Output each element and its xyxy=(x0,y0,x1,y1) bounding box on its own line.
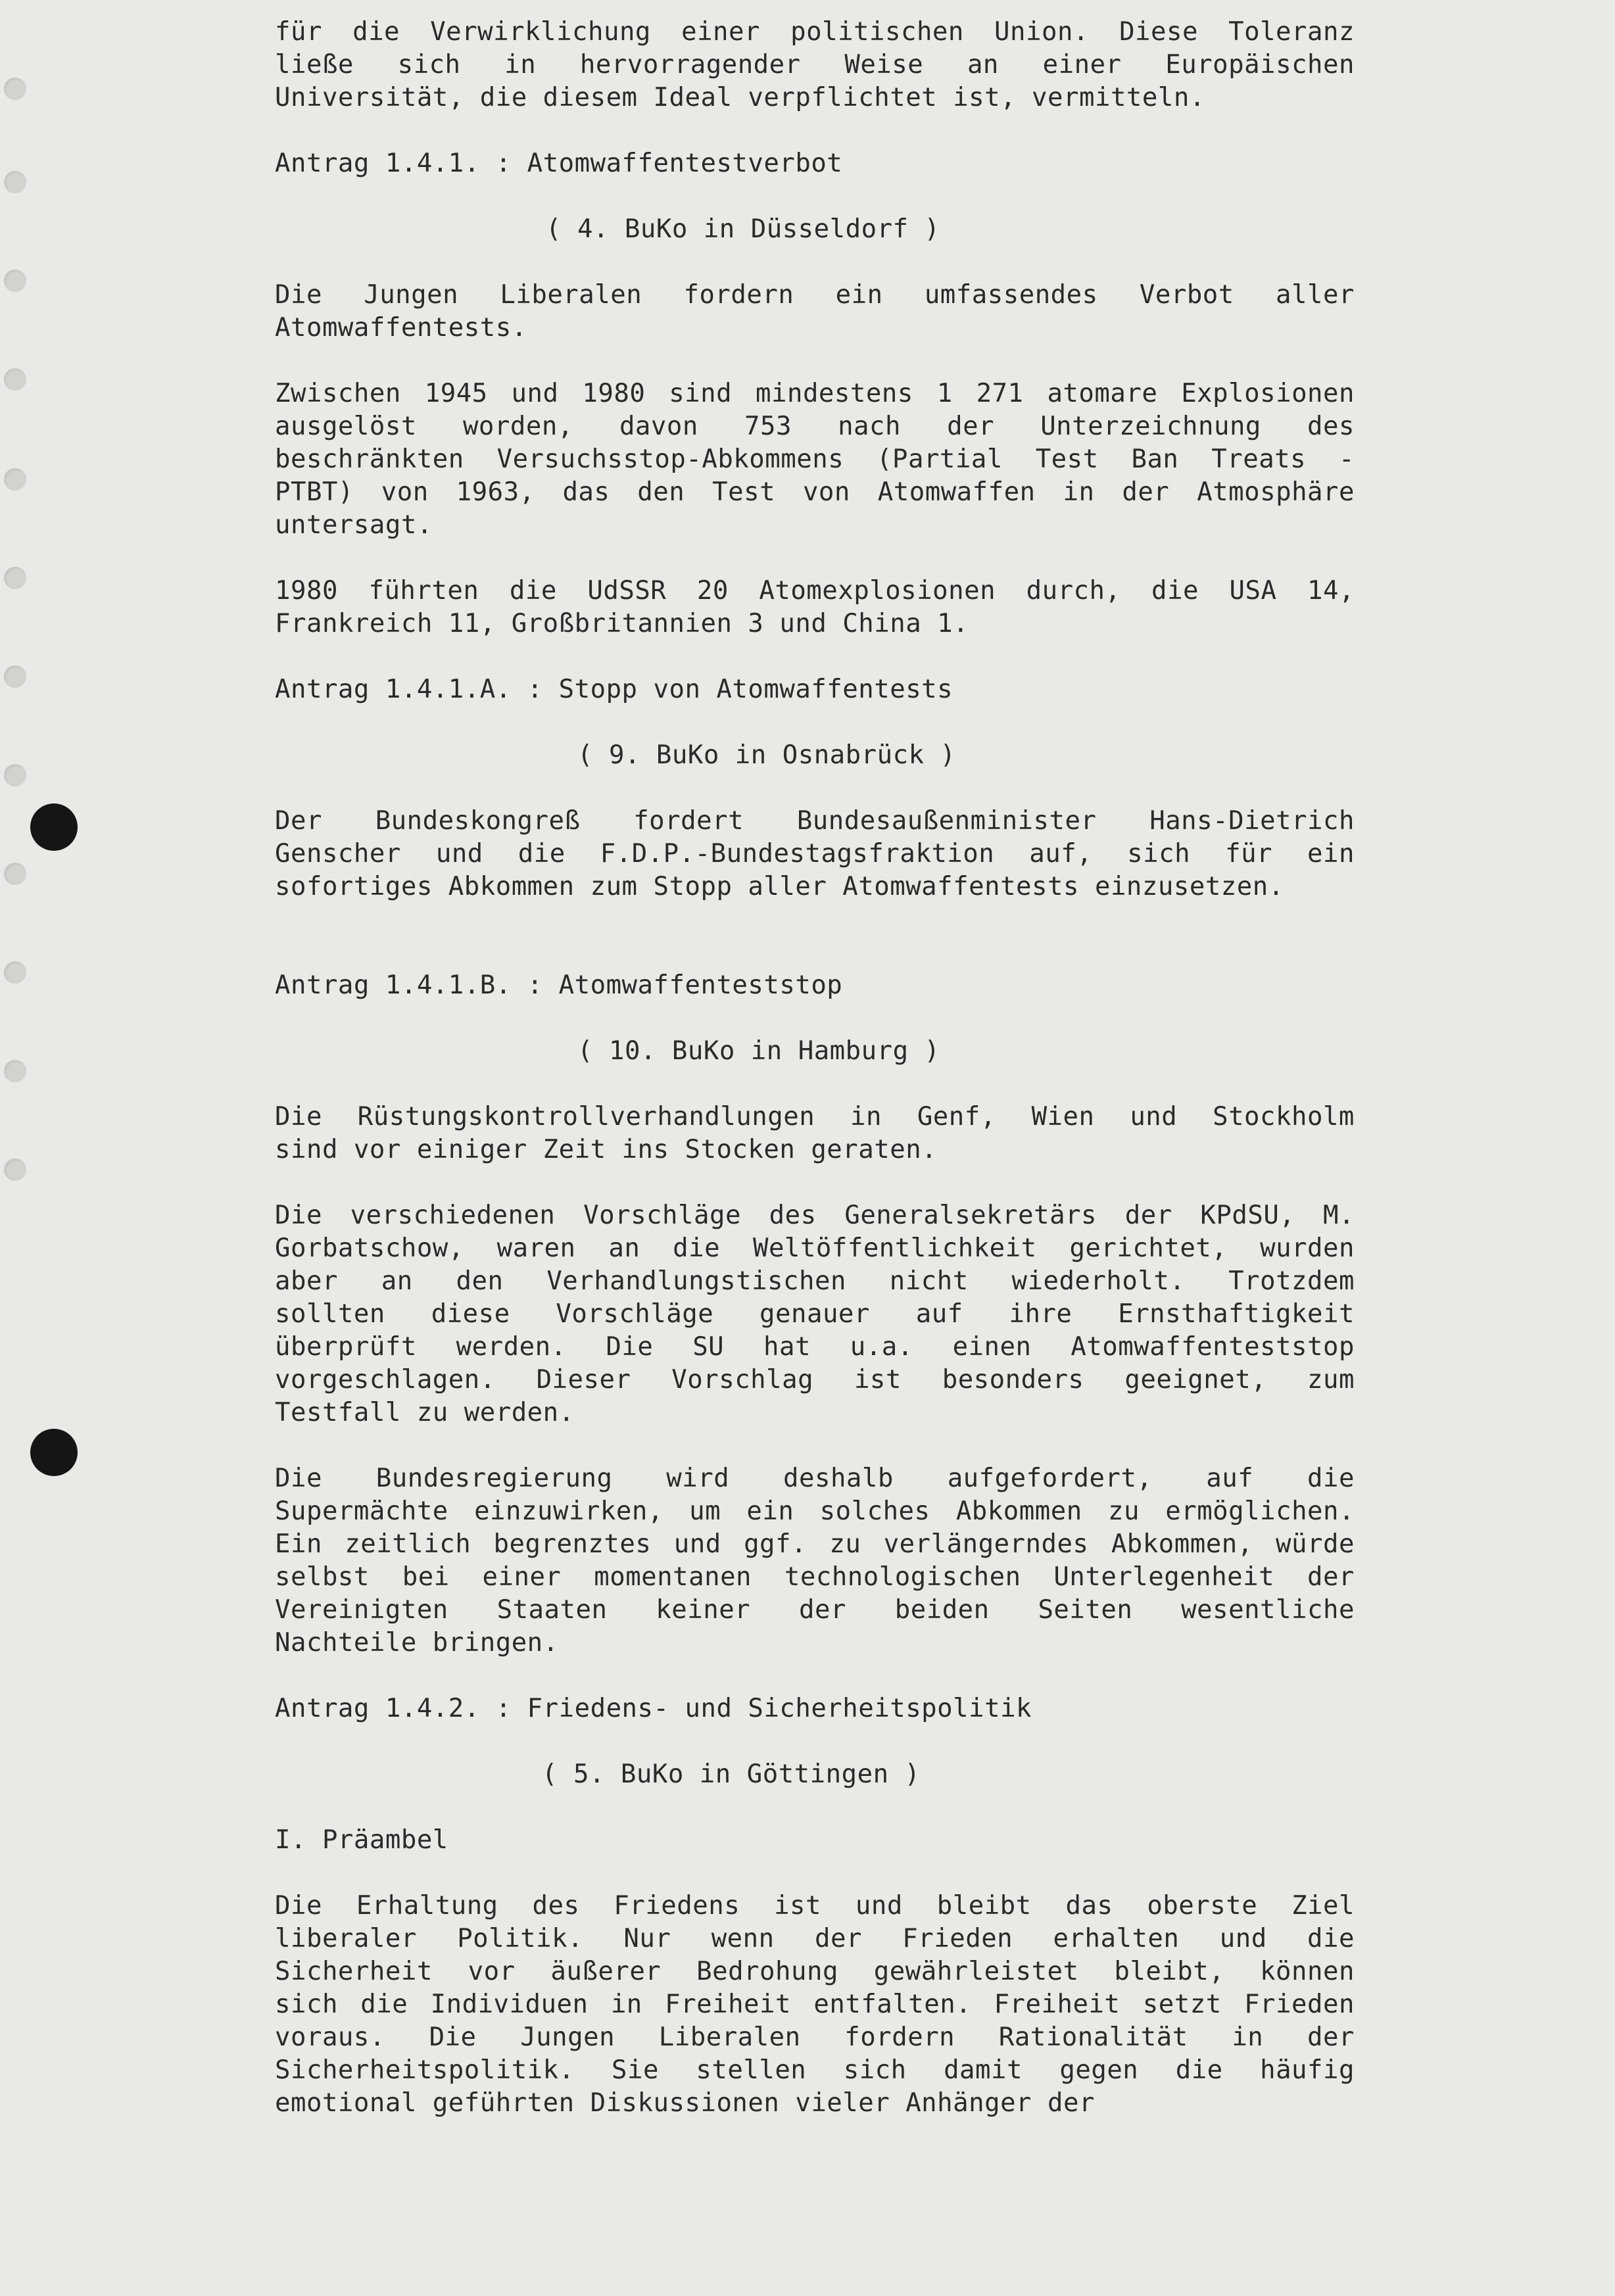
paragraph-line: Vereinigten Staaten keiner der beiden Seiten wesentliche xyxy=(275,1595,1355,1625)
binding-hole xyxy=(4,764,26,786)
paragraph-line: Gorbatschow, waren an die Weltöffentlichkeit gerichtet, wurden xyxy=(275,1233,1355,1263)
motion-heading-1-4-1: Antrag 1.4.1. : Atomwaffentestverbot xyxy=(275,149,843,178)
paragraph-line: Die Rüstungskontrollverhandlungen in Genf, Wien und Stockholm xyxy=(275,1102,1355,1132)
binding-hole xyxy=(4,171,26,193)
intro-paragraph-line: Universität, die diesem Ideal verpflichtet ist, vermitteln. xyxy=(275,83,1205,112)
paragraph-line: aber an den Verhandlungstischen nicht wiederholt. Trotzdem xyxy=(275,1266,1355,1296)
paragraph-line: Die verschiedenen Vorschläge des Generalsekretärs der KPdSU, M. xyxy=(275,1201,1355,1230)
session-note-1-4-2: ( 5. BuKo in Göttingen ) xyxy=(542,1759,921,1789)
paragraph-line: voraus. Die Jungen Liberalen fordern Rationalität in der xyxy=(275,2022,1355,2052)
paragraph-line: Sicherheit vor äußerer Bedrohung gewährleistet bleibt, können xyxy=(275,1957,1355,1986)
section-heading-preamble: I. Präambel xyxy=(275,1825,448,1855)
motion-heading-1-4-2: Antrag 1.4.2. : Friedens- und Sicherheitspolitik xyxy=(275,1694,1032,1723)
paragraph-line: ausgelöst worden, davon 753 nach der Unterzeichnung des xyxy=(275,412,1355,441)
paragraph-line: Supermächte einzuwirken, um ein solches Abkommen zu ermöglichen. xyxy=(275,1496,1355,1526)
paragraph-line: untersagt. xyxy=(275,510,433,540)
session-note-1-4-1-a: ( 9. BuKo in Osnabrück ) xyxy=(577,740,956,770)
paragraph-line: sofortiges Abkommen zum Stopp aller Atomwaffentests einzusetzen. xyxy=(275,872,1284,901)
punch-hole-upper xyxy=(30,803,78,851)
paragraph-line: PTBT) von 1963, das den Test von Atomwaffen in der Atmosphäre xyxy=(275,477,1355,507)
paragraph-line: Zwischen 1945 und 1980 sind mindestens 1 271 atomare Explosionen xyxy=(275,379,1355,408)
paragraph-line: Nachteile bringen. xyxy=(275,1628,559,1658)
paragraph-line: Die Jungen Liberalen fordern ein umfassendes Verbot aller xyxy=(275,280,1355,310)
motion-heading-1-4-1-a: Antrag 1.4.1.A. : Stopp von Atomwaffentests xyxy=(275,675,953,704)
binding-hole xyxy=(4,961,26,984)
paragraph-line: überprüft werden. Die SU hat u.a. einen Atomwaffenteststop xyxy=(275,1332,1355,1362)
paragraph-line: Der Bundeskongreß fordert Bundesaußenminister Hans-Dietrich xyxy=(275,806,1355,836)
binding-hole xyxy=(4,270,26,292)
paragraph-line: liberaler Politik. Nur wenn der Frieden erhalten und die xyxy=(275,1924,1355,1953)
paragraph-line: Die Bundesregierung wird deshalb aufgefordert, auf die xyxy=(275,1464,1355,1493)
binding-hole xyxy=(4,1060,26,1082)
paragraph-line: Atomwaffentests. xyxy=(275,313,527,343)
paragraph-line: vorgeschlagen. Dieser Vorschlag ist besonders geeignet, zum xyxy=(275,1365,1355,1395)
session-note-1-4-1: ( 4. BuKo in Düsseldorf ) xyxy=(546,214,940,244)
binding-hole xyxy=(4,1159,26,1181)
binding-hole xyxy=(4,368,26,391)
paragraph-line: 1980 führten die UdSSR 20 Atomexplosionen durch, die USA 14, xyxy=(275,576,1355,606)
paragraph-line: Testfall zu werden. xyxy=(275,1398,575,1427)
intro-paragraph-line: für die Verwirklichung einer politischen Union. Diese Toleranz xyxy=(275,17,1355,47)
paragraph-line: selbst bei einer momentanen technologischen Unterlegenheit der xyxy=(275,1562,1355,1592)
paragraph-line: Frankreich 11, Großbritannien 3 und China 1. xyxy=(275,609,969,638)
paragraph-line: Ein zeitlich begrenztes und ggf. zu verlängerndes Abkommen, würde xyxy=(275,1529,1355,1559)
paragraph-line: emotional geführten Diskussionen vieler Anhänger der xyxy=(275,2088,1095,2118)
motion-heading-1-4-1-b: Antrag 1.4.1.B. : Atomwaffenteststop xyxy=(275,970,843,1000)
paragraph-line: Die Erhaltung des Friedens ist und bleibt das oberste Ziel xyxy=(275,1891,1355,1921)
punch-hole-lower xyxy=(30,1429,78,1476)
binding-hole xyxy=(4,665,26,688)
intro-paragraph-line: ließe sich in hervorragender Weise an einer Europäischen xyxy=(275,50,1355,80)
binding-hole xyxy=(4,78,26,100)
session-note-1-4-1-b: ( 10. BuKo in Hamburg ) xyxy=(577,1036,940,1066)
binding-hole xyxy=(4,567,26,589)
binding-hole xyxy=(4,468,26,490)
document-text xyxy=(275,16,1355,2120)
binding-hole xyxy=(4,863,26,885)
paragraph-line: Genscher und die F.D.P.-Bundestagsfraktion auf, sich für ein xyxy=(275,839,1355,869)
paragraph-line: beschränkten Versuchsstop-Abkommens (Partial Test Ban Treats - xyxy=(275,444,1355,474)
paragraph-line: Sicherheitspolitik. Sie stellen sich damit gegen die häufig xyxy=(275,2055,1355,2085)
paragraph-line: sind vor einiger Zeit ins Stocken geraten. xyxy=(275,1135,938,1164)
paragraph-line: sollten diese Vorschläge genauer auf ihre Ernsthaftigkeit xyxy=(275,1299,1355,1329)
paragraph-line: sich die Individuen in Freiheit entfalten. Freiheit setzt Frieden xyxy=(275,1990,1355,2019)
